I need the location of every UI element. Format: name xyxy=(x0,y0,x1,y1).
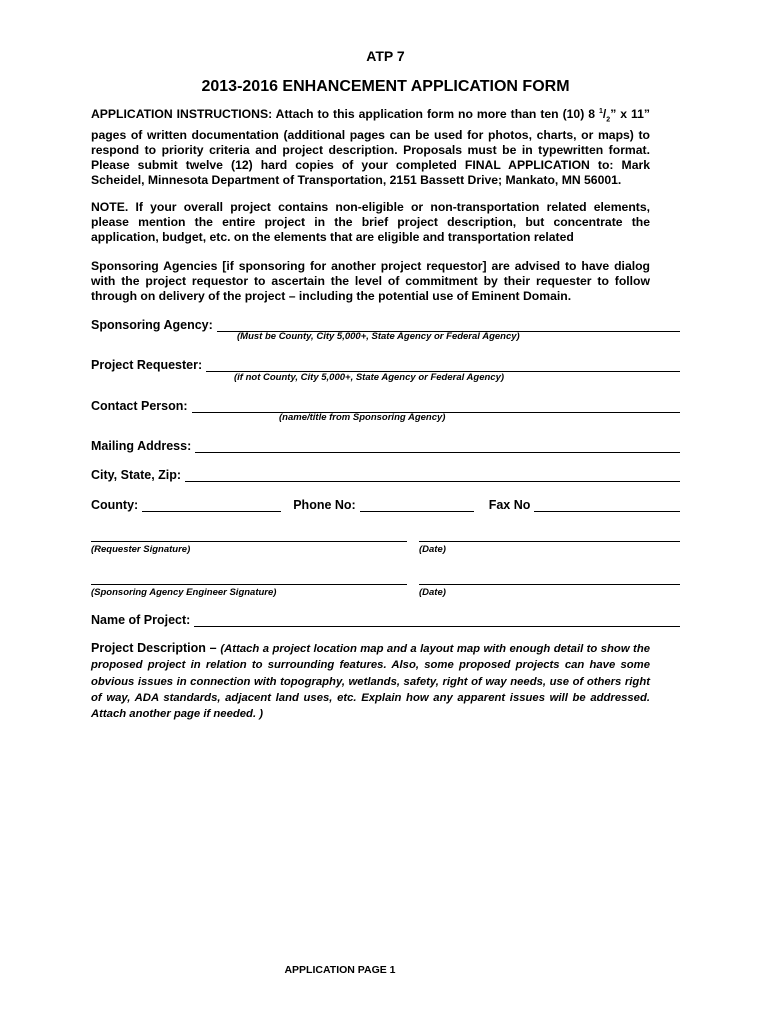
engineer-signature-line[interactable] xyxy=(91,583,407,585)
sponsoring-agency-label: Sponsoring Agency: xyxy=(91,318,213,332)
contact-person-field xyxy=(91,397,680,413)
page-title: 2013-2016 ENHANCEMENT APPLICATION FORM xyxy=(201,78,570,95)
city-state-zip-input[interactable] xyxy=(185,469,680,482)
phone-input[interactable] xyxy=(360,499,474,512)
form-id: ATP 7 xyxy=(366,48,405,64)
project-requester-hint: (if not County, City 5,000+, State Agency or Federal Agency) xyxy=(234,372,505,383)
project-name-input[interactable] xyxy=(194,614,680,627)
project-requester-label: Project Requester: xyxy=(91,358,203,372)
mailing-address-input[interactable] xyxy=(195,440,680,453)
fax-input[interactable] xyxy=(534,499,680,512)
requester-date-line[interactable] xyxy=(419,540,680,542)
city-state-zip-field xyxy=(91,466,680,482)
county-label: County: xyxy=(91,498,139,512)
contact-person-label: Contact Person: xyxy=(91,399,188,413)
sponsoring-agency-hint: (Must be County, City 5,000+, State Agency or Federal Agency) xyxy=(237,331,520,342)
project-name-field xyxy=(91,611,680,627)
fax-label: Fax No xyxy=(488,498,531,512)
application-instructions xyxy=(91,104,650,189)
city-state-zip-label: City, State, Zip: xyxy=(91,468,182,482)
engineer-date-line[interactable] xyxy=(419,583,680,585)
project-description-label: Project Description – xyxy=(91,641,221,655)
sponsoring-paragraph: Sponsoring Agencies [if sponsoring for another project requestor] are advised to have dialog with the project requestor to ascertain the level of commitment by their requester to follow through on delivery of the project – including the potential use of Eminent Domain. xyxy=(91,259,650,304)
note-paragraph: NOTE. If your overall project contains non-eligible or non-transportation related elements, please mention the entire project in the brief project description, but concentrate the application, budget, etc. on the elements that are eligible and transportation related xyxy=(91,200,650,245)
mailing-address-field xyxy=(91,437,680,453)
fraction-denominator: 2 xyxy=(606,116,611,124)
county-input[interactable] xyxy=(142,499,281,512)
project-name-label: Name of Project: xyxy=(91,613,191,627)
engineer-date-label: (Date) xyxy=(419,587,446,598)
fraction-slash: / xyxy=(602,107,607,122)
fraction-numerator: 1 xyxy=(599,108,603,115)
project-description xyxy=(91,640,650,722)
phone-label: Phone No: xyxy=(293,498,356,512)
page-footer: APPLICATION PAGE 1 xyxy=(284,964,396,976)
instructions-text-start: APPLICATION INSTRUCTIONS: Attach to this application form no more than ten (10) 8 xyxy=(91,107,599,122)
requester-signature-line[interactable] xyxy=(91,540,407,542)
engineer-signature-label: (Sponsoring Agency Engineer Signature) xyxy=(91,587,277,598)
project-requester-field xyxy=(91,356,680,372)
mailing-address-label: Mailing Address: xyxy=(91,439,192,453)
requester-signature-label: (Requester Signature) xyxy=(91,544,191,555)
county-phone-fax-row xyxy=(91,496,680,512)
instructions-text-end: ” x 11” pages of written documentation (additional pages can be used for photos, charts, or maps) to respond to priority criteria and project description. Proposals must be in typewritten format. Please submit twelve (12) hard copies of your completed FINAL APPLICATION to: Mark Scheidel, Minnesota Department of Transportation, 2151 Bassett Drive; Mankato, MN 56001. xyxy=(91,107,650,188)
requester-date-label: (Date) xyxy=(419,544,446,555)
sponsoring-agency-field xyxy=(91,316,680,332)
contact-person-hint: (name/title from Sponsoring Agency) xyxy=(279,412,446,423)
project-description-instructions: (Attach a project location map and a layout map with enough detail to show the proposed project in relation to surrounding features. Also, some proposed projects can have some obvious issues in connection with topography, wetlands, safety, right of way needs, use of others right of way, ADA standards, adjacent land uses, etc. Explain how any apparent issues will be addressed. Attach another page if needed. ) xyxy=(91,643,650,721)
project-requester-input[interactable] xyxy=(206,359,680,372)
